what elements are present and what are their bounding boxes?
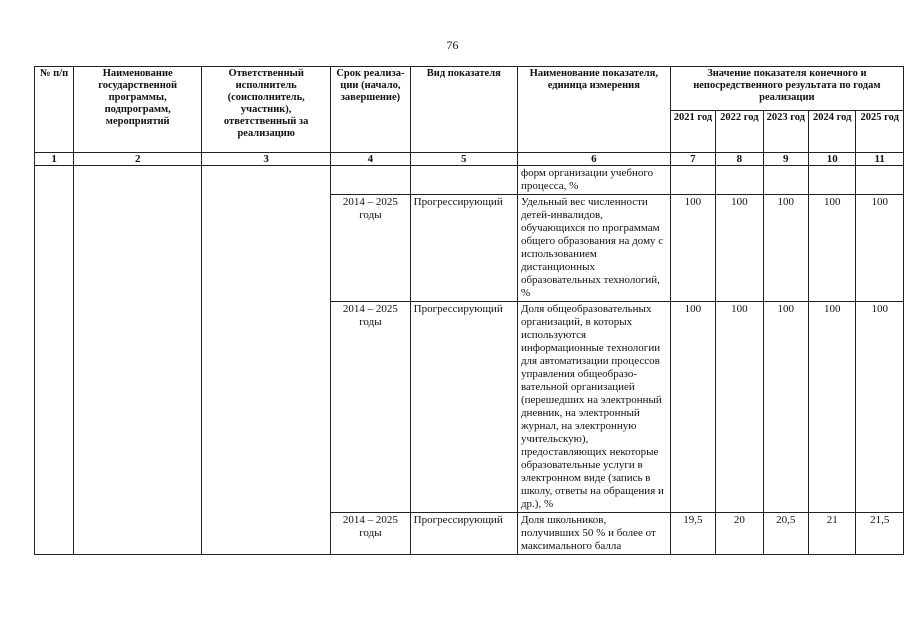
- cell-value-2023: 20,5: [763, 513, 808, 555]
- cell-value-2022: [716, 166, 763, 195]
- cell-value-2023: [763, 166, 808, 195]
- cell-value-2022: 100: [716, 195, 763, 302]
- cell-value-2022: 100: [716, 302, 763, 513]
- cell-value-2025: [856, 166, 904, 195]
- cell-value-2021: [670, 166, 715, 195]
- header-year-2023: 2023 год: [763, 111, 808, 153]
- column-number: 2: [74, 153, 202, 166]
- cell-type: Прогрессирующий: [410, 195, 517, 302]
- cell-value-2023: 100: [763, 195, 808, 302]
- cell-num: [35, 166, 74, 555]
- cell-value-2023: 100: [763, 302, 808, 513]
- column-number: 6: [517, 153, 670, 166]
- cell-executor: [202, 166, 331, 555]
- cell-value-2024: 100: [808, 302, 855, 513]
- column-number: 4: [331, 153, 410, 166]
- page-number: 76: [446, 38, 459, 52]
- cell-value-2025: 21,5: [856, 513, 904, 555]
- cell-value-2022: 20: [716, 513, 763, 555]
- header-executor: Ответственный исполнитель (соисполнитель, участник), ответственный за реализацию: [202, 67, 331, 153]
- column-number: 1: [35, 153, 74, 166]
- cell-value-2024: 100: [808, 195, 855, 302]
- cell-indicator: форм организации учебного процесса, %: [517, 166, 670, 195]
- column-number: 8: [716, 153, 763, 166]
- header-year-2024: 2024 год: [808, 111, 855, 153]
- column-number: 5: [410, 153, 517, 166]
- cell-term: 2014 – 2025 годы: [331, 302, 410, 513]
- column-number: 10: [808, 153, 855, 166]
- cell-term: 2014 – 2025 годы: [331, 195, 410, 302]
- cell-value-2025: 100: [856, 302, 904, 513]
- cell-term: [331, 166, 410, 195]
- column-number: 9: [763, 153, 808, 166]
- cell-value-2025: 100: [856, 195, 904, 302]
- cell-value-2021: 100: [670, 195, 715, 302]
- cell-value-2024: 21: [808, 513, 855, 555]
- cell-indicator: Доля школьников, получивших 50 % и более от максимального балла: [517, 513, 670, 555]
- cell-term: 2014 – 2025 годы: [331, 513, 410, 555]
- header-values-group: Значение показателя конечного и непосредственного результата по годам реализации: [670, 67, 903, 111]
- indicators-table: [34, 66, 904, 555]
- header-year-2021: 2021 год: [670, 111, 715, 153]
- header-name: Наименование государственной программы, подпрограмм, мероприятий: [74, 67, 202, 153]
- cell-type: [410, 166, 517, 195]
- column-number: 3: [202, 153, 331, 166]
- cell-value-2021: 19,5: [670, 513, 715, 555]
- header-term: Срок реализа-ции (начало, завершение): [331, 67, 410, 153]
- cell-type: Прогрессирующий: [410, 513, 517, 555]
- column-number: 11: [856, 153, 904, 166]
- cell-type: Прогрессирующий: [410, 302, 517, 513]
- cell-value-2021: 100: [670, 302, 715, 513]
- cell-name: [74, 166, 202, 555]
- column-number: 7: [670, 153, 715, 166]
- header-year-2022: 2022 год: [716, 111, 763, 153]
- header-year-2025: 2025 год: [856, 111, 904, 153]
- header-indicator: Наименование показателя, единица измерения: [517, 67, 670, 153]
- cell-indicator: Удельный вес численности детей-инвалидов, обучающихся по программам общего образования на дому с использованием дистанционных образовательных технологий, %: [517, 195, 670, 302]
- cell-value-2024: [808, 166, 855, 195]
- cell-indicator: Доля общеобразовательных организаций, в которых используются информационные технологии для автоматизации процессов управления общеобразо-вательной организацией (перешедших на электронный дневник, на электронный журнал, на электронную учительскую), предоставляющих некоторые образовательные услуги в электронном виде (запись в школу, ответы на обращения и др.), %: [517, 302, 670, 513]
- header-type: Вид показателя: [410, 67, 517, 153]
- header-num: № п/п: [35, 67, 74, 153]
- table-row: [35, 166, 904, 195]
